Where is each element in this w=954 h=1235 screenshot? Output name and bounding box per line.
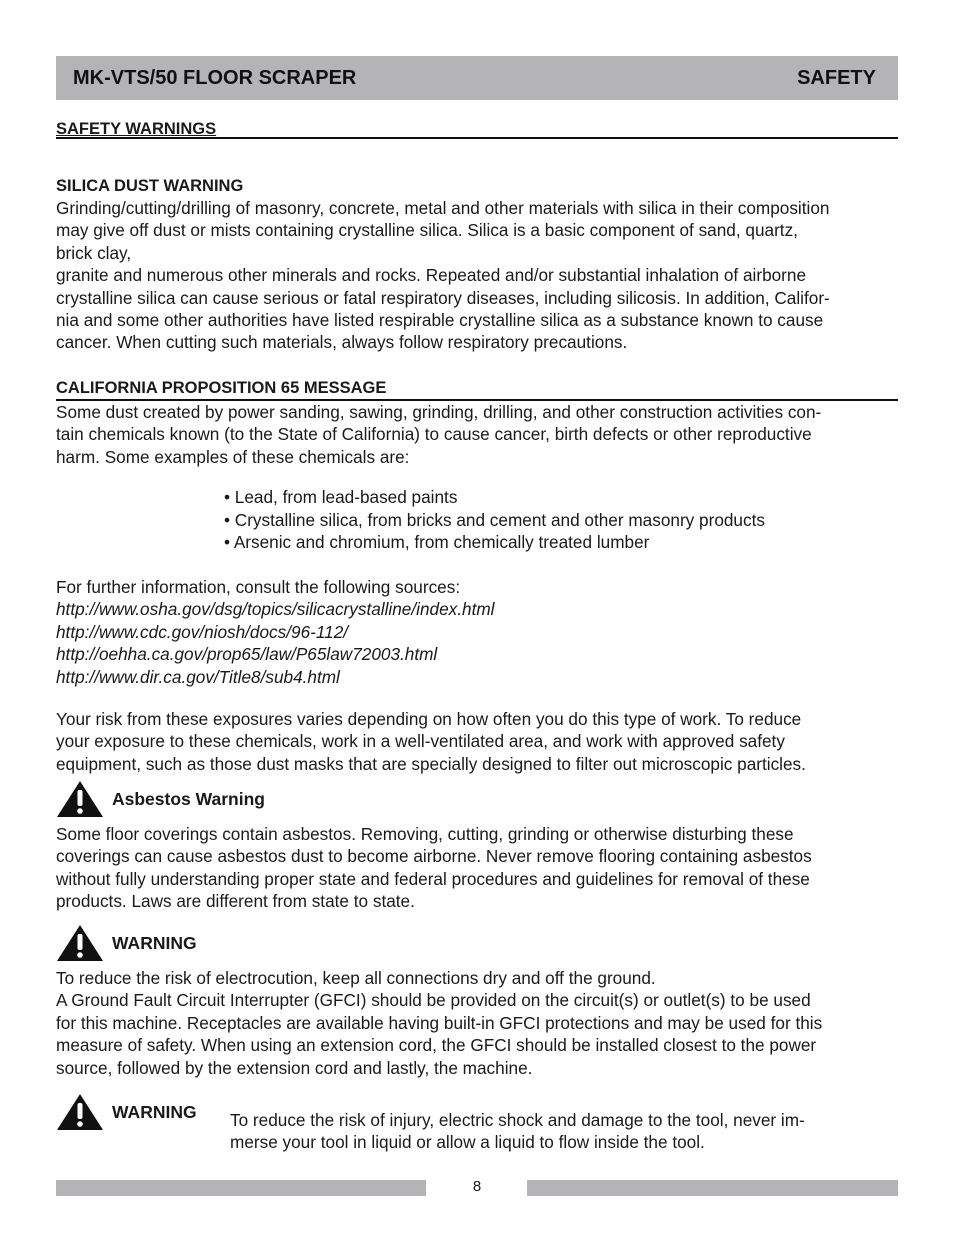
silica-line: cancer. When cutting such materials, always follow respiratory precautions.	[56, 332, 628, 353]
risk-line: your exposure to these chemicals, work in a well-ventilated area, and work with approved safety	[56, 731, 785, 752]
silica-line: brick clay,	[56, 242, 132, 263]
silica-line: crystalline silica can cause serious or fatal respiratory diseases, including silicosis. In addition, Califor-	[56, 287, 830, 308]
warning-line: merse your tool in liquid or allow a liquid to flow inside the tool.	[230, 1132, 705, 1153]
safety-warnings-heading	[56, 118, 898, 139]
warning-triangle-icon	[56, 1093, 104, 1131]
page-number: 8	[472, 1178, 482, 1195]
sources-section	[56, 576, 898, 688]
warning-line: To reduce the risk of electrocution, keep all connections dry and off the ground.	[56, 968, 656, 988]
asbestos-body	[56, 823, 898, 913]
silica-line: nia and some other authorities have listed respirable crystalline silica as a substance known to cause	[56, 310, 824, 331]
warning-line: measure of safety. When using an extension cord, the GFCI should be installed closest to the power	[56, 1035, 817, 1056]
silica-line: Grinding/cutting/drilling of masonry, concrete, metal and other materials with silica in their composition	[56, 198, 830, 218]
section-title: SAFETY	[797, 66, 876, 89]
prop65-heading: CALIFORNIA PROPOSITION 65 MESSAGE	[56, 377, 898, 401]
sources-intro: For further information, consult the following sources:	[56, 577, 461, 597]
safety-warnings-label: SAFETY WARNINGS	[56, 120, 217, 138]
source-link[interactable]: http://oehha.ca.gov/prop65/law/P65law72003.html	[56, 644, 438, 665]
list-item: • Crystalline silica, from bricks and cement and other masonry products	[224, 509, 765, 530]
prop65-line: harm. Some examples of these chemicals are:	[56, 446, 410, 467]
liquid-warning-body	[230, 1109, 890, 1154]
list-item: • Lead, from lead-based paints	[224, 487, 458, 507]
silica-heading: SILICA DUST WARNING	[56, 177, 244, 195]
warning-line: for this machine. Receptacles are available having built-in GFCI protections and may be used for this	[56, 1012, 823, 1033]
warning-line: A Ground Fault Circuit Interrupter (GFCI) should be provided on the circuit(s) or outlet(s) to be used	[56, 990, 811, 1011]
source-link[interactable]: http://www.cdc.gov/niosh/docs/96-112/	[56, 621, 349, 642]
chemical-list	[224, 486, 884, 554]
asbestos-line: Some floor coverings contain asbestos. Removing, cutting, grinding or otherwise disturbing these	[56, 824, 794, 844]
prop65-line: Some dust created by power sanding, sawing, grinding, drilling, and other construction activities con-	[56, 402, 822, 422]
warning-line: To reduce the risk of injury, electric shock and damage to the tool, never im-	[230, 1110, 805, 1130]
silica-section	[56, 175, 898, 354]
risk-line: Your risk from these exposures varies depending on how often you do this type of work. To reduce	[56, 709, 802, 729]
list-item: • Arsenic and chromium, from chemically treated lumber	[224, 532, 650, 553]
warning-heading: WARNING	[112, 932, 197, 953]
electrocution-warning-body	[56, 967, 898, 1079]
liquid-warning-header	[56, 1093, 197, 1131]
warning-heading: WARNING	[112, 1101, 197, 1122]
electrocution-warning-header	[56, 924, 197, 962]
silica-line: granite and numerous other minerals and rocks. Repeated and/or substantial inhalation of airborne	[56, 265, 807, 286]
warning-triangle-icon	[56, 780, 104, 818]
warning-line: source, followed by the extension cord and lastly, the machine.	[56, 1057, 533, 1078]
asbestos-line: coverings can cause asbestos dust to become airborne. Never remove flooring containing asbestos	[56, 846, 812, 867]
source-link[interactable]: http://www.dir.ca.gov/Title8/sub4.html	[56, 666, 340, 687]
footer-bar-left	[56, 1180, 426, 1196]
warning-triangle-icon	[56, 924, 104, 962]
footer-bar-right	[527, 1180, 898, 1196]
manual-title: MK-VTS/50 FLOOR SCRAPER	[73, 66, 357, 89]
header-bar	[56, 56, 898, 100]
asbestos-line: products. Laws are different from state to state.	[56, 891, 415, 912]
asbestos-heading: Asbestos Warning	[112, 788, 265, 809]
risk-line: equipment, such as those dust masks that are specially designed to filter out microscopic particles.	[56, 753, 806, 774]
asbestos-line: without fully understanding proper state and federal procedures and guidelines for removal of these	[56, 868, 810, 889]
asbestos-warning-header	[56, 780, 265, 818]
prop65-section	[56, 377, 898, 468]
source-link[interactable]: http://www.osha.gov/dsg/topics/silicacrystalline/index.html	[56, 599, 495, 620]
silica-line: may give off dust or mists containing crystalline silica. Silica is a basic component of sand, quartz,	[56, 220, 798, 241]
prop65-line: tain chemicals known (to the State of California) to cause cancer, birth defects or other reproductive	[56, 424, 812, 445]
risk-paragraph	[56, 708, 898, 775]
